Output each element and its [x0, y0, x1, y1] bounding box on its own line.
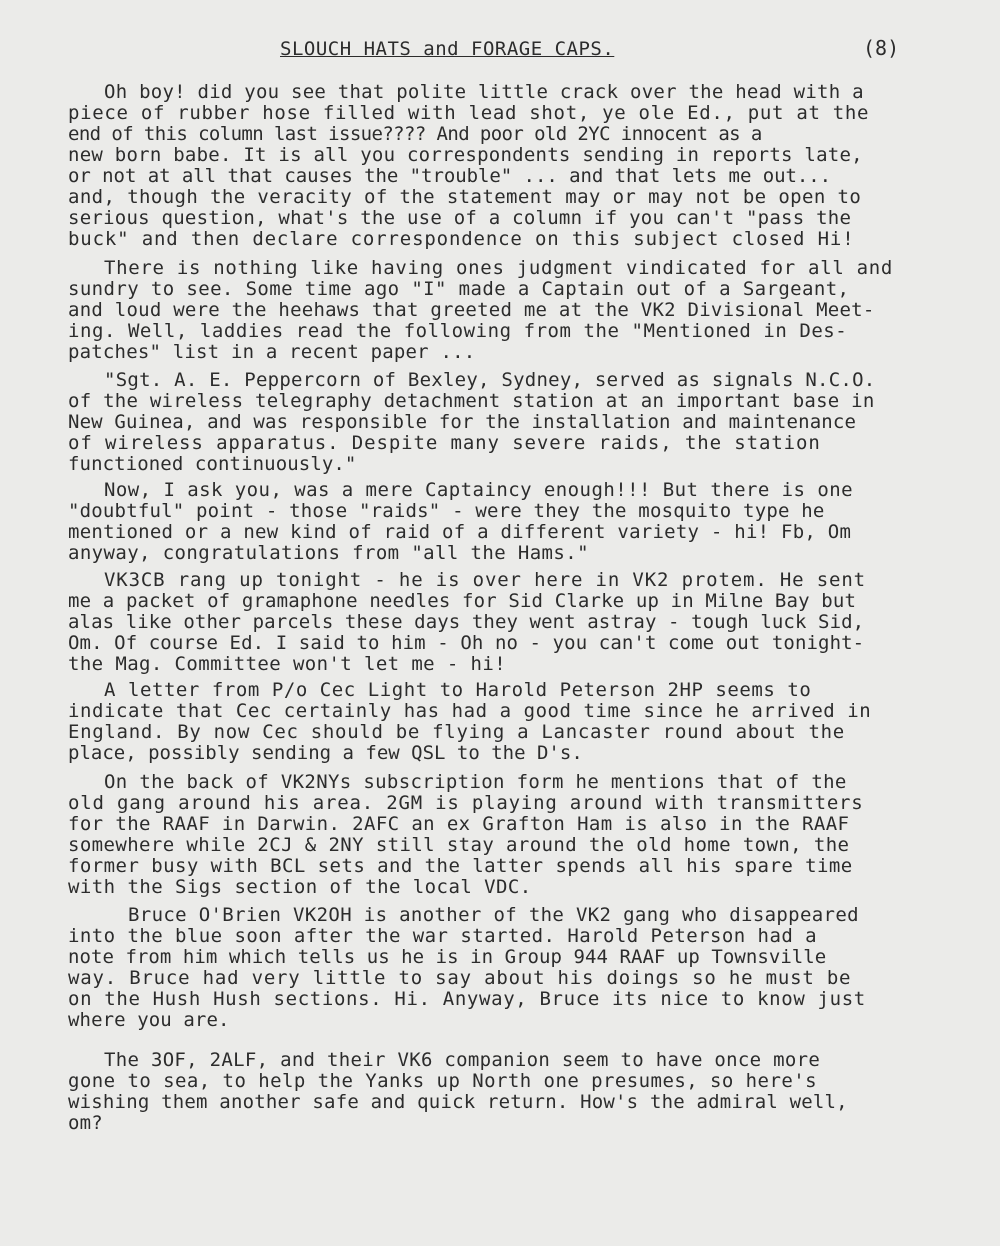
text-line: former busy with BCL sets and the latter spends all his spare time	[68, 855, 853, 877]
text-line: On the back of VK2NYs subscription form he mentions that of the	[104, 771, 847, 793]
text-line: for the RAAF in Darwin. 2AFC an ex Grafton Ham is also in the RAAF	[68, 813, 850, 835]
text-line: alas like other parcels these days they went astray - tough luck Sid,	[68, 611, 865, 633]
text-line: There is nothing like having ones judgment vindicated for all and	[104, 257, 894, 279]
text-line: and, though the veracity of the statement may or may not be open to	[68, 186, 862, 208]
text-line: end of this column last issue???? And poor old 2YC innocent as a	[68, 123, 762, 145]
text-line: mentioned or a new kind of raid of a different variety - hi! Fb, Om	[68, 521, 852, 543]
text-line: England. By now Cec should be flying a Lancaster round about the	[68, 721, 845, 743]
text-line: with the Sigs section of the local VDC.	[68, 876, 532, 898]
text-line: anyway, congratulations from "all the Hams."	[68, 542, 589, 564]
text-line: or not at all that causes the "trouble" ... and that lets me out...	[68, 165, 832, 187]
text-line: way. Bruce had very little to say about his doings so he must be	[68, 967, 852, 989]
text-line: Now, I ask you, was a mere Captaincy enough!!! But there is one	[104, 479, 854, 501]
text-line: wishing them another safe and quick return. How's the admiral well,	[68, 1091, 848, 1113]
text-line: me a packet of gramaphone needles for Sid Clarke up in Milne Bay but	[68, 590, 857, 612]
text-line: place, possibly sending a few QSL to the D's.	[68, 742, 583, 764]
text-line: ing. Well, laddies read the following from the "Mentioned in Des-	[68, 320, 848, 342]
text-line: "Sgt. A. E. Peppercorn of Bexley, Sydney, served as signals N.C.O.	[104, 369, 876, 391]
text-line: The 3OF, 2ALF, and their VK6 companion seem to have once more	[104, 1049, 821, 1071]
text-line: note from him which tells us he is in Group 944 RAAF up Townsville	[68, 946, 827, 968]
text-line: sundry to see. Some time ago "I" made a Captain out of a Sargeant,	[68, 278, 850, 300]
page-title: SLOUCH HATS and FORAGE CAPS.	[280, 38, 615, 60]
text-line: VK3CB rang up tonight - he is over here in VK2 protem. He sent	[104, 569, 866, 591]
text-line: the Mag. Committee won't let me - hi!	[68, 653, 507, 675]
text-line: indicate that Cec certainly has had a good time since he arrived in	[68, 700, 872, 722]
text-line: into the blue soon after the war started. Harold Peterson had a	[68, 925, 818, 947]
text-line: Bruce O'Brien VK2OH is another of the VK2 gang who disappeared	[128, 904, 859, 926]
text-line: New Guinea, and was responsible for the installation and maintenance	[68, 411, 857, 433]
text-line: buck" and then declare correspondence on this subject closed Hi!	[68, 228, 855, 250]
text-line: and loud were the heehaws that greeted me at the VK2 Divisional Meet-	[68, 299, 875, 321]
text-line: piece of rubber hose filled with lead shot, ye ole Ed., put at the	[68, 102, 870, 124]
text-line: serious question, what's the use of a column if you can't "pass the	[68, 207, 852, 229]
text-line: A letter from P/o Cec Light to Harold Peterson 2HP seems to	[104, 679, 812, 701]
text-line: somewhere while 2CJ & 2NY still stay around the old home town, the	[68, 834, 850, 856]
text-line: om?	[68, 1112, 103, 1134]
text-line: new born babe. It is all you correspondents sending in reports late,	[68, 144, 863, 166]
text-line: of wireless apparatus. Despite many severe raids, the station	[68, 432, 821, 454]
text-line: gone to sea, to help the Yanks up North one presumes, so here's	[68, 1070, 818, 1092]
text-line: Om. Of course Ed. I said to him - Oh no - you can't come out tonight-	[68, 632, 865, 654]
text-line: old gang around his area. 2GM is playing around with transmitters	[68, 792, 864, 814]
page-number: (8)	[863, 36, 900, 60]
text-line: "doubtful" point - those "raids" - were they the mosquito type he	[68, 500, 825, 522]
text-line: Oh boy! did you see that polite little crack over the head with a	[104, 81, 864, 103]
text-line: where you are.	[68, 1009, 230, 1031]
text-line: patches" list in a recent paper ...	[68, 341, 476, 363]
text-line: on the Hush Hush sections. Hi. Anyway, Bruce its nice to know just	[68, 988, 866, 1010]
text-line: functioned continuously."	[68, 453, 357, 475]
text-line: of the wireless telegraphy detachment station at an important base in	[68, 390, 875, 412]
